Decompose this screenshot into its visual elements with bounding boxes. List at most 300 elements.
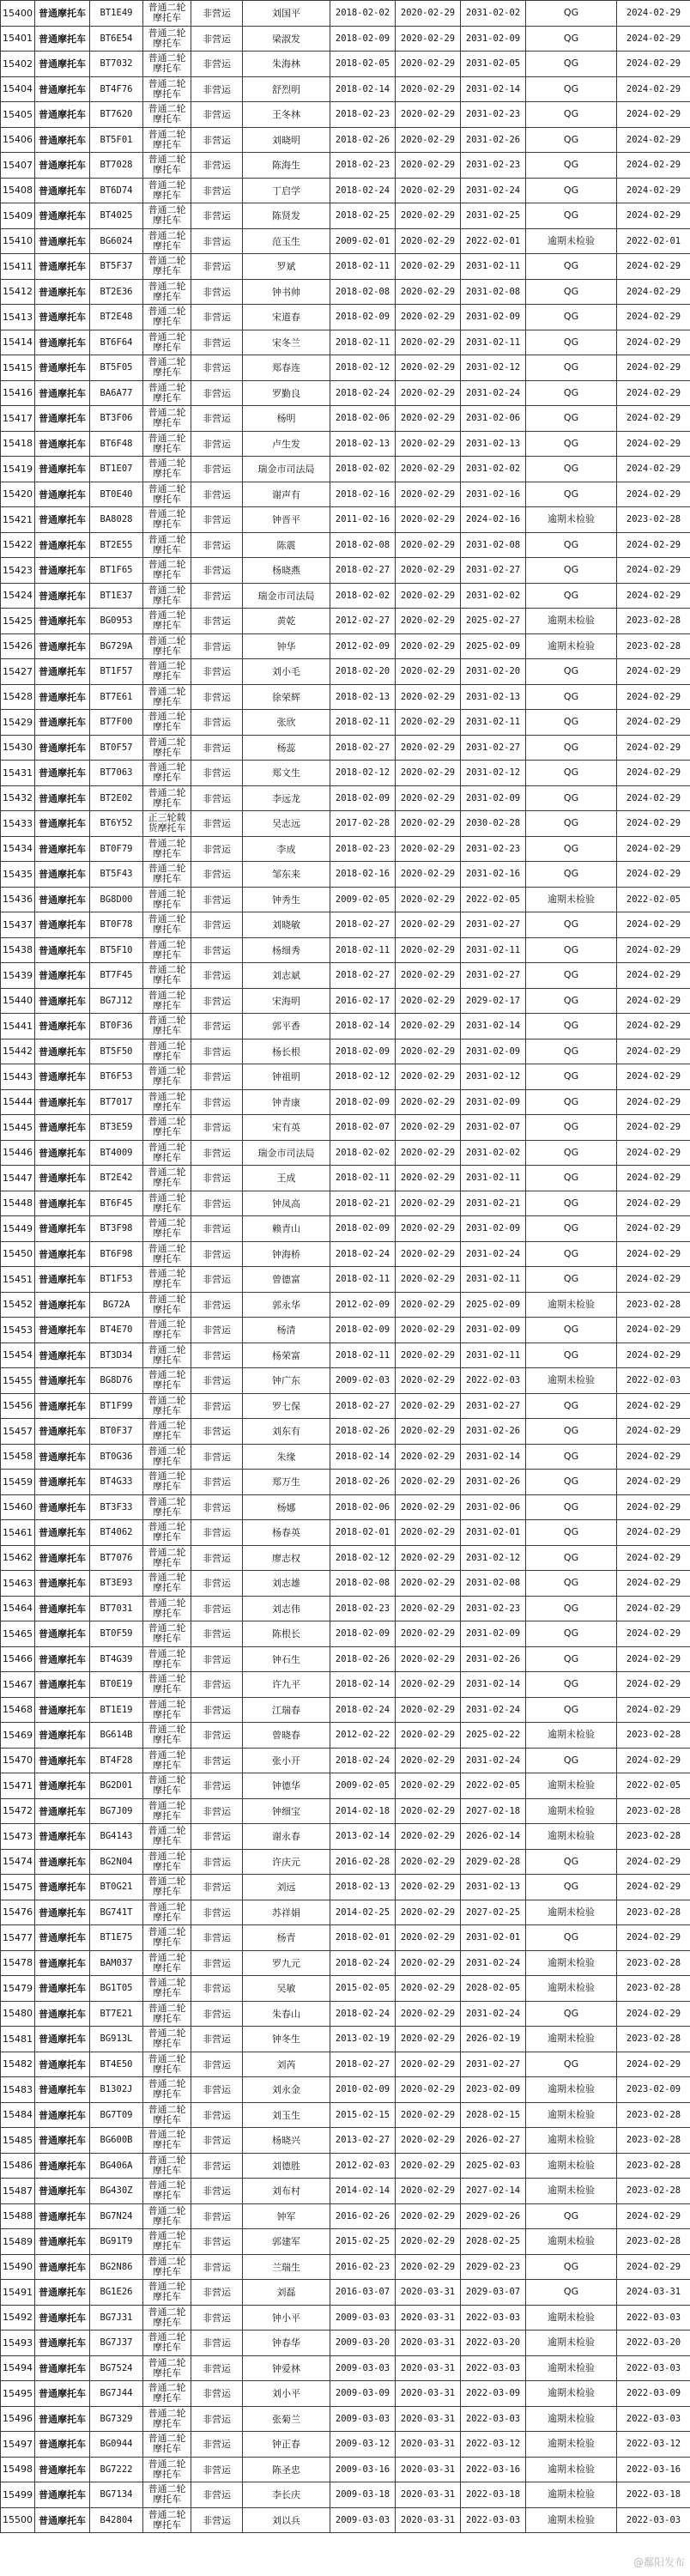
cell-vehicle-type: 普通二轮摩托车 xyxy=(143,887,191,912)
cell-owner-name: 舒烈明 xyxy=(243,76,330,102)
cell-inspection-date: 2020-02-29 xyxy=(396,862,461,888)
cell-vehicle-type: 普通二轮摩托车 xyxy=(143,1950,191,1976)
cell-plate-number: BT4E50 xyxy=(90,2052,143,2077)
cell-inspection-date: 2020-02-29 xyxy=(396,633,461,659)
cell-registration-date: 2018-02-12 xyxy=(330,1064,396,1090)
cell-plate-number: BT5F37 xyxy=(90,254,143,280)
cell-usage-nature: 非营运 xyxy=(191,1216,243,1242)
cell-inspection-date: 2020-02-29 xyxy=(396,785,461,811)
cell-vehicle-type: 普通二轮摩托车 xyxy=(143,1824,191,1850)
cell-usage-nature: 非营运 xyxy=(191,583,243,609)
table-row xyxy=(1,1520,690,1546)
cell-registration-date: 2018-02-09 xyxy=(330,305,396,330)
cell-vehicle-type: 普通二轮摩托车 xyxy=(143,305,191,330)
cell-row-number: 15461 xyxy=(1,1520,35,1546)
cell-inspection-date: 2020-02-29 xyxy=(396,735,461,761)
cell-inspection-date: 2020-02-29 xyxy=(396,305,461,330)
cell-inspection-date: 2020-02-29 xyxy=(396,1267,461,1293)
cell-owner-name: 江瑞春 xyxy=(243,1697,330,1723)
cell-owner-name: 瑞金市司法局 xyxy=(243,457,330,482)
cell-valid-until: 2024-02-29 xyxy=(617,406,690,432)
cell-valid-until: 2024-02-29 xyxy=(617,1241,690,1267)
cell-inspection-date: 2020-02-29 xyxy=(396,1520,461,1546)
cell-owner-name: 钟细宝 xyxy=(243,1798,330,1824)
cell-usage-nature: 非营运 xyxy=(191,532,243,558)
cell-plate-number: BG2N04 xyxy=(90,1849,143,1875)
cell-inspection-date: 2020-02-29 xyxy=(396,1697,461,1723)
cell-scrap-date: 2031-02-24 xyxy=(461,1697,526,1723)
cell-registration-date: 2018-02-23 xyxy=(330,1596,396,1621)
cell-plate-number: BT3D34 xyxy=(90,1343,143,1368)
cell-registration-date: 2018-02-09 xyxy=(330,1089,396,1115)
cell-usage-nature: 非营运 xyxy=(191,1166,243,1191)
cell-row-number: 15438 xyxy=(1,937,35,963)
cell-usage-nature: 非营运 xyxy=(191,609,243,634)
cell-owner-name: 杨蕊 xyxy=(243,735,330,761)
cell-scrap-date: 2022-03-03 xyxy=(461,2507,526,2533)
cell-owner-name: 刘永金 xyxy=(243,2077,330,2103)
cell-status: QG xyxy=(526,659,617,685)
cell-registration-date: 2014-02-25 xyxy=(330,1900,396,1925)
cell-registration-date: 2018-02-12 xyxy=(330,1545,396,1571)
cell-row-number: 15421 xyxy=(1,507,35,533)
cell-scrap-date: 2031-02-08 xyxy=(461,1571,526,1597)
cell-plate-number: BT0F36 xyxy=(90,1014,143,1039)
cell-plate-number: BT7E21 xyxy=(90,2001,143,2027)
cell-usage-nature: 非营运 xyxy=(191,684,243,710)
cell-valid-until: 2024-02-29 xyxy=(617,558,690,584)
cell-valid-until: 2024-02-29 xyxy=(617,1697,690,1723)
cell-valid-until: 2023-02-28 xyxy=(617,1723,690,1749)
cell-inspection-date: 2020-02-29 xyxy=(396,127,461,153)
cell-usage-nature: 非营运 xyxy=(191,1191,243,1216)
cell-scrap-date: 2027-02-25 xyxy=(461,1900,526,1925)
cell-plate-number: BG913L xyxy=(90,2027,143,2052)
table-row xyxy=(1,710,690,736)
cell-status: QG xyxy=(526,1014,617,1039)
cell-usage-nature: 非营运 xyxy=(191,735,243,761)
cell-inspection-date: 2020-02-29 xyxy=(396,887,461,912)
cell-valid-until: 2024-02-29 xyxy=(617,355,690,381)
cell-inspection-date: 2020-02-29 xyxy=(396,2077,461,2103)
cell-status: QG xyxy=(526,2052,617,2077)
cell-inspection-date: 2020-02-29 xyxy=(396,2102,461,2128)
cell-row-number: 15459 xyxy=(1,1470,35,1495)
cell-owner-name: 刘远 xyxy=(243,1875,330,1900)
cell-vehicle-type: 普通二轮摩托车 xyxy=(143,1343,191,1368)
table-row xyxy=(1,609,690,634)
cell-status: 逾期未检验 xyxy=(526,2128,617,2154)
cell-vehicle-type: 普通二轮摩托车 xyxy=(143,52,191,77)
cell-vehicle-type: 普通二轮摩托车 xyxy=(143,2507,191,2533)
cell-valid-until: 2024-02-29 xyxy=(617,710,690,736)
cell-owner-name: 梁淑发 xyxy=(243,26,330,52)
cell-vehicle-type: 普通二轮摩托车 xyxy=(143,1318,191,1343)
cell-inspection-date: 2020-02-29 xyxy=(396,609,461,634)
table-row xyxy=(1,1444,690,1470)
cell-inspection-date: 2020-02-29 xyxy=(396,76,461,102)
cell-vehicle-category: 普通摩托车 xyxy=(35,1419,90,1445)
cell-row-number: 15479 xyxy=(1,1976,35,2002)
cell-vehicle-category: 普通摩托车 xyxy=(35,609,90,634)
cell-row-number: 15429 xyxy=(1,710,35,736)
table-row xyxy=(1,1494,690,1520)
cell-registration-date: 2018-02-12 xyxy=(330,761,396,786)
cell-valid-until: 2023-02-28 xyxy=(617,2128,690,2154)
cell-inspection-date: 2020-02-29 xyxy=(396,811,461,837)
cell-registration-date: 2009-02-01 xyxy=(330,228,396,254)
cell-inspection-date: 2020-02-29 xyxy=(396,1,461,27)
cell-vehicle-type: 普通二轮摩托车 xyxy=(143,228,191,254)
cell-valid-until: 2024-02-29 xyxy=(617,178,690,203)
cell-scrap-date: 2031-02-14 xyxy=(461,1444,526,1470)
cell-scrap-date: 2031-02-27 xyxy=(461,735,526,761)
cell-valid-until: 2024-02-29 xyxy=(617,1419,690,1445)
cell-valid-until: 2022-02-01 xyxy=(617,228,690,254)
cell-usage-nature: 非营运 xyxy=(191,2153,243,2179)
cell-vehicle-category: 普通摩托车 xyxy=(35,735,90,761)
cell-scrap-date: 2031-02-02 xyxy=(461,583,526,609)
cell-row-number: 15477 xyxy=(1,1925,35,1951)
cell-vehicle-type: 普通二轮摩托车 xyxy=(143,1494,191,1520)
cell-vehicle-category: 普通摩托车 xyxy=(35,1216,90,1242)
cell-valid-until: 2023-02-28 xyxy=(617,2102,690,2128)
cell-usage-nature: 非营运 xyxy=(191,2355,243,2381)
cell-vehicle-type: 普通二轮摩托车 xyxy=(143,1064,191,1090)
cell-status: QG xyxy=(526,862,617,888)
table-row xyxy=(1,1166,690,1191)
cell-vehicle-type: 普通二轮摩托车 xyxy=(143,2381,191,2407)
cell-usage-nature: 非营运 xyxy=(191,710,243,736)
cell-status: QG xyxy=(526,1621,617,1647)
cell-usage-nature: 非营运 xyxy=(191,963,243,989)
table-row xyxy=(1,406,690,432)
cell-owner-name: 刘小毛 xyxy=(243,659,330,685)
cell-usage-nature: 非营运 xyxy=(191,330,243,355)
cell-vehicle-category: 普通摩托车 xyxy=(35,330,90,355)
cell-inspection-date: 2020-02-29 xyxy=(396,558,461,584)
cell-usage-nature: 非营运 xyxy=(191,836,243,862)
cell-status: QG xyxy=(526,937,617,963)
cell-owner-name: 刘东有 xyxy=(243,1419,330,1445)
cell-usage-nature: 非营运 xyxy=(191,1393,243,1419)
cell-vehicle-category: 普通摩托车 xyxy=(35,1520,90,1546)
cell-status: QG xyxy=(526,583,617,609)
cell-scrap-date: 2030-02-28 xyxy=(461,811,526,837)
cell-plate-number: BT5F10 xyxy=(90,937,143,963)
cell-scrap-date: 2022-03-03 xyxy=(461,2305,526,2331)
cell-scrap-date: 2029-03-07 xyxy=(461,2280,526,2306)
table-row xyxy=(1,659,690,685)
cell-registration-date: 2018-02-25 xyxy=(330,203,396,229)
cell-vehicle-category: 普通摩托车 xyxy=(35,937,90,963)
cell-plate-number: BT0F78 xyxy=(90,912,143,938)
cell-plate-number: BG2D01 xyxy=(90,1773,143,1799)
cell-registration-date: 2013-02-19 xyxy=(330,2027,396,2052)
cell-usage-nature: 非营运 xyxy=(191,1621,243,1647)
cell-owner-name: 黄乾 xyxy=(243,609,330,634)
cell-valid-until: 2024-02-29 xyxy=(617,862,690,888)
cell-plate-number: BG91T9 xyxy=(90,2229,143,2255)
cell-plate-number: BAM037 xyxy=(90,1950,143,1976)
cell-scrap-date: 2022-03-16 xyxy=(461,2457,526,2482)
cell-scrap-date: 2022-03-12 xyxy=(461,2432,526,2458)
cell-valid-until: 2024-02-29 xyxy=(617,102,690,128)
cell-plate-number: BT6F98 xyxy=(90,1241,143,1267)
cell-usage-nature: 非营运 xyxy=(191,887,243,912)
table-row xyxy=(1,380,690,406)
cell-vehicle-category: 普通摩托车 xyxy=(35,1596,90,1621)
cell-usage-nature: 非营运 xyxy=(191,988,243,1014)
cell-status: QG xyxy=(526,1343,617,1368)
cell-vehicle-category: 普通摩托车 xyxy=(35,1444,90,1470)
table-row xyxy=(1,1014,690,1039)
cell-row-number: 15413 xyxy=(1,305,35,330)
cell-scrap-date: 2025-02-09 xyxy=(461,633,526,659)
cell-valid-until: 2024-02-29 xyxy=(617,1875,690,1900)
cell-valid-until: 2024-02-29 xyxy=(617,279,690,305)
cell-scrap-date: 2031-02-27 xyxy=(461,912,526,938)
cell-registration-date: 2018-02-14 xyxy=(330,76,396,102)
cell-vehicle-type: 普通二轮摩托车 xyxy=(143,1419,191,1445)
cell-status: QG xyxy=(526,2280,617,2306)
cell-usage-nature: 非营运 xyxy=(191,1064,243,1090)
cell-vehicle-type: 普通二轮摩托车 xyxy=(143,279,191,305)
cell-registration-date: 2018-02-16 xyxy=(330,862,396,888)
cell-row-number: 15431 xyxy=(1,761,35,786)
cell-usage-nature: 非营运 xyxy=(191,811,243,837)
cell-owner-name: 钟书帅 xyxy=(243,279,330,305)
cell-vehicle-category: 普通摩托车 xyxy=(35,1267,90,1293)
cell-valid-until: 2024-02-29 xyxy=(617,684,690,710)
table-row xyxy=(1,127,690,153)
cell-inspection-date: 2020-02-29 xyxy=(396,1723,461,1749)
cell-usage-nature: 非营运 xyxy=(191,1368,243,1394)
cell-usage-nature: 非营运 xyxy=(191,1444,243,1470)
cell-vehicle-category: 普通摩托车 xyxy=(35,558,90,584)
cell-vehicle-category: 普通摩托车 xyxy=(35,2001,90,2027)
cell-inspection-date: 2020-03-31 xyxy=(396,2331,461,2356)
cell-valid-until: 2024-02-29 xyxy=(617,330,690,355)
cell-scrap-date: 2031-02-08 xyxy=(461,279,526,305)
cell-inspection-date: 2020-02-29 xyxy=(396,1115,461,1141)
table-row xyxy=(1,1545,690,1571)
cell-usage-nature: 非营运 xyxy=(191,2203,243,2229)
cell-inspection-date: 2020-02-29 xyxy=(396,1875,461,1900)
cell-registration-date: 2009-03-09 xyxy=(330,2381,396,2407)
cell-status: QG xyxy=(526,254,617,280)
cell-row-number: 15468 xyxy=(1,1697,35,1723)
cell-usage-nature: 非营运 xyxy=(191,2052,243,2077)
cell-vehicle-category: 普通摩托车 xyxy=(35,1393,90,1419)
cell-valid-until: 2024-02-29 xyxy=(617,785,690,811)
cell-status: QG xyxy=(526,457,617,482)
cell-inspection-date: 2020-02-29 xyxy=(396,1748,461,1773)
cell-row-number: 15490 xyxy=(1,2254,35,2280)
cell-scrap-date: 2023-02-09 xyxy=(461,2077,526,2103)
cell-owner-name: 兰瑞生 xyxy=(243,2254,330,2280)
cell-owner-name: 宋海明 xyxy=(243,988,330,1014)
cell-plate-number: BT0E40 xyxy=(90,482,143,507)
table-row xyxy=(1,279,690,305)
cell-inspection-date: 2020-02-29 xyxy=(396,2229,461,2255)
cell-vehicle-category: 普通摩托车 xyxy=(35,1824,90,1850)
cell-scrap-date: 2024-02-16 xyxy=(461,507,526,533)
cell-registration-date: 2009-02-03 xyxy=(330,1368,396,1394)
cell-usage-nature: 非营运 xyxy=(191,1773,243,1799)
cell-row-number: 15407 xyxy=(1,153,35,179)
cell-registration-date: 2018-02-08 xyxy=(330,532,396,558)
cell-inspection-date: 2020-02-29 xyxy=(396,1014,461,1039)
cell-vehicle-category: 普通摩托车 xyxy=(35,1849,90,1875)
cell-valid-until: 2023-02-28 xyxy=(617,1292,690,1318)
cell-vehicle-type: 普通二轮摩托车 xyxy=(143,1773,191,1799)
cell-vehicle-category: 普通摩托车 xyxy=(35,684,90,710)
cell-row-number: 15452 xyxy=(1,1292,35,1318)
cell-scrap-date: 2031-02-09 xyxy=(461,1216,526,1242)
cell-valid-until: 2024-02-29 xyxy=(617,1064,690,1090)
cell-vehicle-type: 普通二轮摩托车 xyxy=(143,1039,191,1064)
cell-usage-nature: 非营运 xyxy=(191,2432,243,2458)
cell-vehicle-category: 普通摩托车 xyxy=(35,76,90,102)
table-row xyxy=(1,1216,690,1242)
cell-usage-nature: 非营运 xyxy=(191,2305,243,2331)
cell-plate-number: BT4G39 xyxy=(90,1646,143,1672)
cell-row-number: 15494 xyxy=(1,2355,35,2381)
table-row xyxy=(1,785,690,811)
cell-row-number: 15450 xyxy=(1,1241,35,1267)
cell-status: QG xyxy=(526,963,617,989)
cell-row-number: 15409 xyxy=(1,203,35,229)
cell-inspection-date: 2020-02-29 xyxy=(396,988,461,1014)
cell-plate-number: BG7J09 xyxy=(90,1798,143,1824)
cell-usage-nature: 非营运 xyxy=(191,2229,243,2255)
cell-status: 逾期未检验 xyxy=(526,2432,617,2458)
cell-usage-nature: 非营运 xyxy=(191,2128,243,2154)
cell-vehicle-type: 普通二轮摩托车 xyxy=(143,785,191,811)
cell-owner-name: 罗七保 xyxy=(243,1393,330,1419)
cell-plate-number: BT3F33 xyxy=(90,1494,143,1520)
cell-plate-number: BG1T05 xyxy=(90,1976,143,2002)
cell-scrap-date: 2031-02-23 xyxy=(461,153,526,179)
cell-owner-name: 钟华 xyxy=(243,633,330,659)
cell-registration-date: 2009-03-12 xyxy=(330,2432,396,2458)
cell-registration-date: 2018-02-26 xyxy=(330,1646,396,1672)
table-row xyxy=(1,1191,690,1216)
cell-registration-date: 2014-02-18 xyxy=(330,1798,396,1824)
cell-status: QG xyxy=(526,1596,617,1621)
cell-owner-name: 钟石生 xyxy=(243,1646,330,1672)
cell-row-number: 15401 xyxy=(1,26,35,52)
cell-status: QG xyxy=(526,305,617,330)
cell-status: QG xyxy=(526,1318,617,1343)
cell-usage-nature: 非营运 xyxy=(191,1318,243,1343)
cell-registration-date: 2012-02-09 xyxy=(330,633,396,659)
cell-status: QG xyxy=(526,1849,617,1875)
cell-status: QG xyxy=(526,406,617,432)
cell-registration-date: 2015-02-25 xyxy=(330,2229,396,2255)
cell-usage-nature: 非营运 xyxy=(191,558,243,584)
cell-vehicle-type: 普通二轮摩托车 xyxy=(143,1393,191,1419)
cell-vehicle-category: 普通摩托车 xyxy=(35,785,90,811)
cell-inspection-date: 2020-02-29 xyxy=(396,1393,461,1419)
cell-registration-date: 2016-03-07 xyxy=(330,2280,396,2306)
cell-inspection-date: 2020-02-29 xyxy=(396,1849,461,1875)
cell-row-number: 15451 xyxy=(1,1267,35,1293)
cell-owner-name: 李长庆 xyxy=(243,2482,330,2508)
cell-owner-name: 瑞金市司法局 xyxy=(243,1140,330,1166)
cell-status: QG xyxy=(526,1393,617,1419)
cell-vehicle-category: 普通摩托车 xyxy=(35,1875,90,1900)
cell-scrap-date: 2031-02-12 xyxy=(461,355,526,381)
cell-vehicle-type: 普通二轮摩托车 xyxy=(143,1875,191,1900)
table-row xyxy=(1,431,690,457)
cell-scrap-date: 2031-02-20 xyxy=(461,659,526,685)
cell-row-number: 15473 xyxy=(1,1824,35,1850)
cell-row-number: 15462 xyxy=(1,1545,35,1571)
cell-inspection-date: 2020-02-29 xyxy=(396,963,461,989)
cell-scrap-date: 2031-02-21 xyxy=(461,1191,526,1216)
cell-registration-date: 2018-02-23 xyxy=(330,153,396,179)
cell-vehicle-category: 普通摩托车 xyxy=(35,2305,90,2331)
cell-plate-number: BT1F53 xyxy=(90,1267,143,1293)
cell-scrap-date: 2027-02-18 xyxy=(461,1798,526,1824)
cell-scrap-date: 2028-02-15 xyxy=(461,2102,526,2128)
cell-plate-number: BT0F57 xyxy=(90,735,143,761)
cell-scrap-date: 2031-02-23 xyxy=(461,102,526,128)
cell-scrap-date: 2031-02-11 xyxy=(461,1267,526,1293)
table-row xyxy=(1,2077,690,2103)
cell-status: QG xyxy=(526,1166,617,1191)
cell-plate-number: BT2E55 xyxy=(90,532,143,558)
cell-registration-date: 2018-02-24 xyxy=(330,1697,396,1723)
cell-usage-nature: 非营运 xyxy=(191,1292,243,1318)
cell-owner-name: 钟青康 xyxy=(243,1089,330,1115)
cell-plate-number: BT6Y52 xyxy=(90,811,143,837)
table-row xyxy=(1,2229,690,2255)
cell-usage-nature: 非营运 xyxy=(191,1039,243,1064)
cell-valid-until: 2023-02-28 xyxy=(617,1950,690,1976)
cell-registration-date: 2018-02-01 xyxy=(330,1520,396,1546)
table-row xyxy=(1,1419,690,1445)
table-row xyxy=(1,1596,690,1621)
cell-plate-number: BT7F45 xyxy=(90,963,143,989)
cell-owner-name: 曾德富 xyxy=(243,1267,330,1293)
cell-status: 逾期未检验 xyxy=(526,2355,617,2381)
cell-plate-number: BT6D74 xyxy=(90,178,143,203)
cell-usage-nature: 非营运 xyxy=(191,1419,243,1445)
cell-status: QG xyxy=(526,2254,617,2280)
cell-valid-until: 2022-03-03 xyxy=(617,2406,690,2432)
cell-registration-date: 2018-02-11 xyxy=(330,1267,396,1293)
cell-inspection-date: 2020-03-31 xyxy=(396,2507,461,2533)
cell-registration-date: 2010-02-09 xyxy=(330,2077,396,2103)
cell-scrap-date: 2031-02-13 xyxy=(461,684,526,710)
cell-inspection-date: 2020-02-29 xyxy=(396,532,461,558)
table-row xyxy=(1,1925,690,1951)
cell-owner-name: 刘小平 xyxy=(243,2381,330,2407)
cell-owner-name: 丁启学 xyxy=(243,178,330,203)
cell-scrap-date: 2031-02-27 xyxy=(461,963,526,989)
cell-row-number: 15432 xyxy=(1,785,35,811)
cell-vehicle-type: 普通二轮摩托车 xyxy=(143,609,191,634)
cell-row-number: 15492 xyxy=(1,2305,35,2331)
cell-scrap-date: 2031-02-05 xyxy=(461,52,526,77)
cell-vehicle-type: 普通二轮摩托车 xyxy=(143,2027,191,2052)
table-row xyxy=(1,2482,690,2508)
cell-usage-nature: 非营运 xyxy=(191,406,243,432)
cell-vehicle-type: 普通二轮摩托车 xyxy=(143,1115,191,1141)
